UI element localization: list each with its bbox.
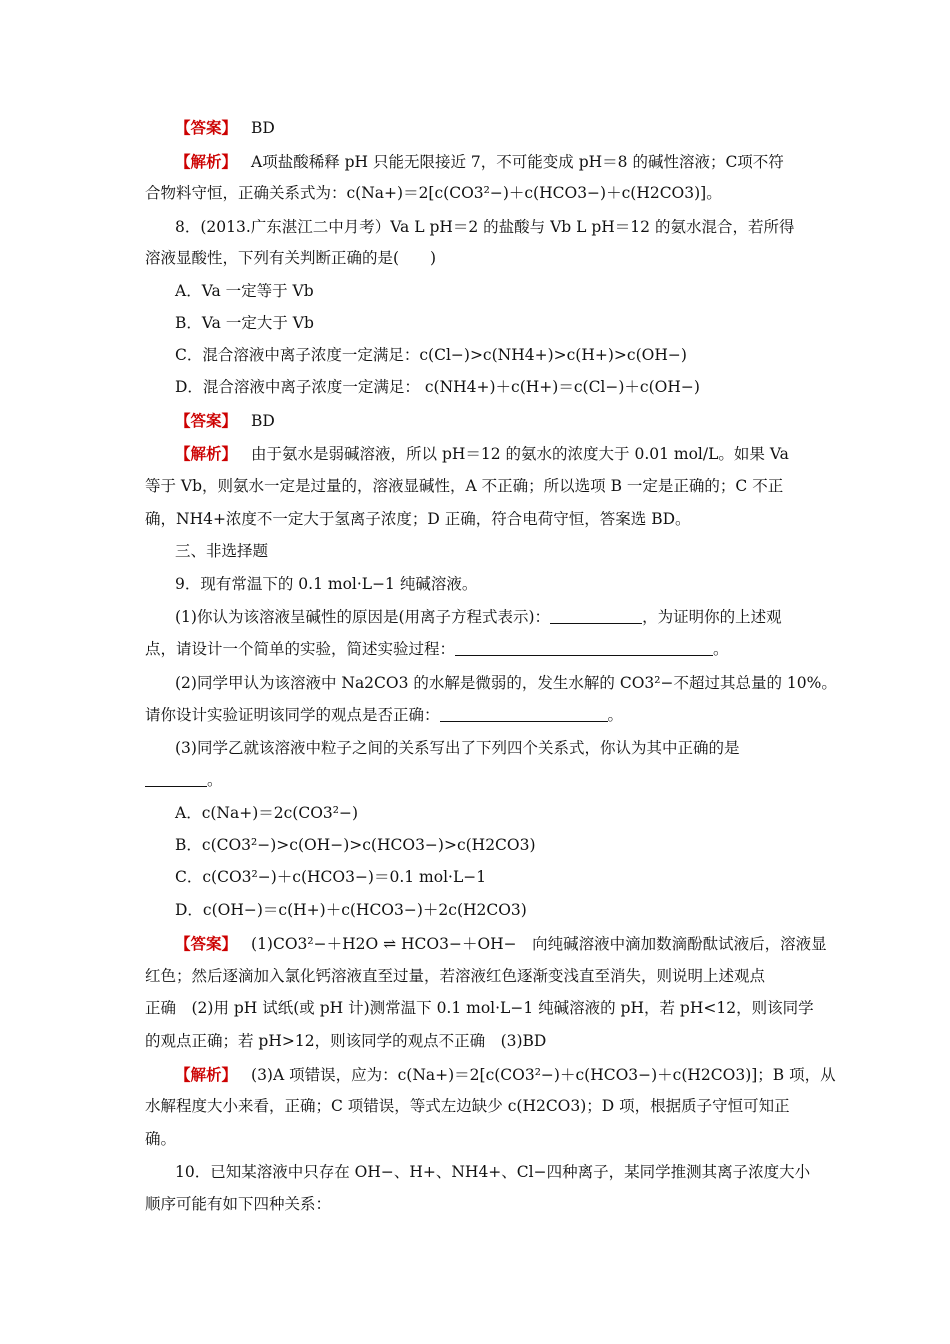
q9-option-b: B．c(CO3²−)>c(OH−)>c(HCO3−)>c(H2CO3) <box>175 836 536 854</box>
q9-answer-line-1: 【答案】 (1)CO3²−＋H2O ⇌ HCO3−＋OH− 向纯碱溶液中滴加数滴酚酞试液后，溶液显 <box>175 934 827 953</box>
q9-part1-line-2: 点，请设计一个简单的实验，简述实验过程： 。 <box>145 640 729 658</box>
q8-stem-line-1: 8．(2013.广东湛江二中月考）Va L pH＝2 的盐酸与 Vb L pH＝12 的氨水混合，若所得 <box>175 218 795 236</box>
q7-answer: 【答案】 BD <box>175 118 275 137</box>
q9-part2-line-1: (2)同学甲认为该溶液中 Na2CO3 的水解是微弱的，发生水解的 CO3²−不超过其总量的 10%。 <box>175 674 837 692</box>
q9-part1-line-1: (1)你认为该溶液呈碱性的原因是(用离子方程式表示)： ，为证明你的上述观 <box>175 608 782 626</box>
q7-analysis-line-1: 【解析】 A项盐酸稀释 pH 只能无限接近 7，不可能变成 pH＝8 的碱性溶液；C项不符 <box>175 152 784 171</box>
answer-tag: 【答案】 <box>175 411 238 430</box>
q9-analysis-line-3: 确。 <box>145 1130 177 1148</box>
q8-analysis-line-2: 等于 Vb，则氨水一定是过量的，溶液显碱性，A 不正确；所以选项 B 一定是正确的；C 不正 <box>145 477 784 495</box>
analysis-tag: 【解析】 <box>175 152 238 171</box>
q8-option-b: B．Va 一定大于 Vb <box>175 314 314 332</box>
analysis-tag: 【解析】 <box>175 1065 238 1084</box>
q9-part3-line-1: (3)同学乙就该溶液中粒子之间的关系写出了下列四个关系式，你认为其中正确的是 <box>175 739 740 757</box>
q9-stem: 9．现有常温下的 0.1 mol·L−1 纯碱溶液。 <box>175 575 478 593</box>
q7-analysis-line-2: 合物料守恒，正确关系式为：c(Na+)＝2[c(CO3²−)＋c(HCO3−)＋c(H2CO3)]。 <box>145 184 722 202</box>
q8-option-d: D．混合溶液中离子浓度一定满足： c(NH4+)＋c(H+)＝c(Cl−)＋c(OH−) <box>175 378 700 396</box>
q9-answer-line-2: 红色；然后逐滴加入氯化钙溶液直至过量，若溶液红色逐渐变浅直至消失，则说明上述观点 <box>145 967 766 985</box>
q9-option-d: D．c(OH−)＝c(H+)＋c(HCO3−)＋2c(H2CO3) <box>175 901 527 919</box>
answer-blank[interactable] <box>550 623 642 624</box>
q8-analysis-line-3: 确，NH4+浓度不一定大于氢离子浓度；D 正确，符合电荷守恒，答案选 BD。 <box>145 510 691 528</box>
q10-stem-line-2: 顺序可能有如下四种关系： <box>145 1195 332 1213</box>
q8-option-c: C．混合溶液中离子浓度一定满足：c(Cl−)>c(NH4+)>c(H+)>c(OH−) <box>175 346 687 364</box>
q8-answer: 【答案】 BD <box>175 411 275 430</box>
analysis-tag: 【解析】 <box>175 444 238 463</box>
answer-blank[interactable] <box>455 655 713 656</box>
q9-part2-line-2: 请你设计实验证明该同学的观点是否正确： 。 <box>145 706 624 724</box>
answer-tag: 【答案】 <box>175 934 238 953</box>
q9-option-a: A．c(Na+)＝2c(CO3²−) <box>175 804 359 822</box>
answer-blank[interactable] <box>440 721 608 722</box>
q9-analysis-line-2: 水解程度大小来看，正确；C 项错误，等式左边缺少 c(H2CO3)；D 项，根据质子守恒可知正 <box>145 1097 790 1115</box>
q10-stem-line-1: 10．已知某溶液中只存在 OH−、H+、NH4+、Cl−四种离子，某同学推测其离子浓度大小 <box>175 1163 811 1181</box>
answer-tag: 【答案】 <box>175 118 238 137</box>
q9-part3-line-2: 。 <box>145 773 223 789</box>
q9-answer-line-4: 的观点正确；若 pH>12，则该同学的观点不正确 (3)BD <box>145 1032 547 1050</box>
section-title: 三、非选择题 <box>175 542 269 560</box>
answer-blank[interactable] <box>145 786 207 787</box>
q8-analysis-line-1: 【解析】 由于氨水是弱碱溶液，所以 pH＝12 的氨水的浓度大于 0.01 mol/L。如果 Va <box>175 444 789 463</box>
q8-option-a: A．Va 一定等于 Vb <box>175 282 314 300</box>
q9-analysis-line-1: 【解析】 (3)A 项错误，应为：c(Na+)＝2[c(CO3²−)＋c(HCO3−)＋c(H2CO3)]；B 项，从 <box>175 1065 836 1084</box>
q9-option-c: C．c(CO3²−)＋c(HCO3−)＝0.1 mol·L−1 <box>175 868 487 886</box>
q8-stem-line-2: 溶液显酸性，下列有关判断正确的是( ) <box>145 249 437 267</box>
q9-answer-line-3: 正确 (2)用 pH 试纸(或 pH 计)测常温下 0.1 mol·L−1 纯碱溶液的 pH，若 pH<12，则该同学 <box>145 999 814 1017</box>
